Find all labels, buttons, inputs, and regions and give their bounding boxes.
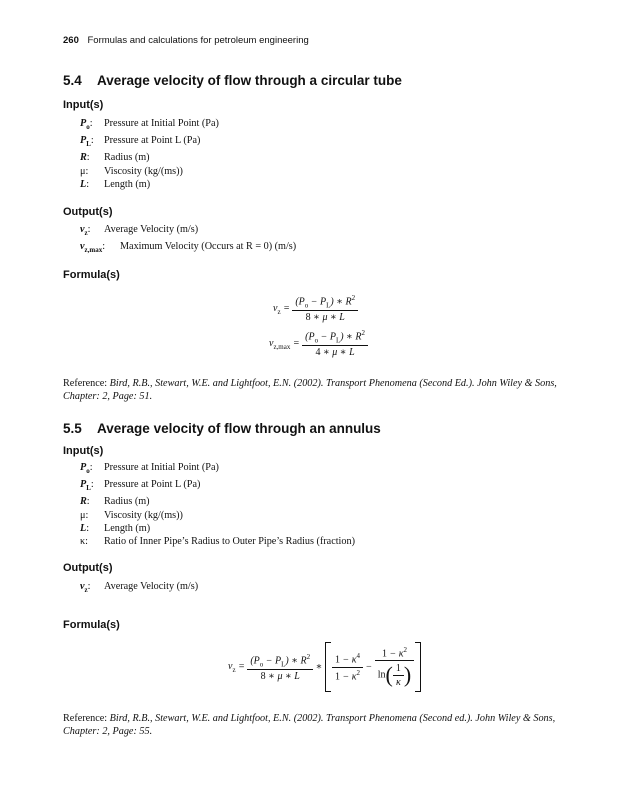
variable-description: Viscosity (kg/(ms)) (104, 165, 183, 177)
variable-description: Pressure at Initial Point (Pa) (104, 118, 219, 129)
section-title: Average velocity of flow through an annulus (97, 421, 381, 436)
variable-row (80, 580, 198, 597)
inputs-heading: Input(s) (63, 445, 104, 457)
eq-fraction: $\frac{(P_o - P_L) ∗ R^2}{4 ∗ \mu ∗ L}$ (302, 329, 368, 358)
section-heading (63, 73, 402, 88)
reference-label: Reference: (63, 378, 110, 389)
section-number: 5.4 (63, 73, 82, 88)
variable-row (80, 461, 355, 478)
variable-description: Radius (m) (104, 496, 150, 508)
eq-lhs: $v_{z,max}$ (269, 337, 291, 351)
running-title: Formulas and calculations for petroleum engineering (87, 35, 309, 46)
variable-description: Average Velocity (m/s) (104, 224, 199, 235)
variable-description: Viscosity (kg/(ms)) (104, 509, 183, 521)
variable-description: Pressure at Point L (Pa) (104, 135, 201, 147)
variable-symbol: μ: (80, 509, 89, 521)
eq-fraction: $\frac{(P_o - P_L) ∗ R^2}{8 ∗ \mu ∗ L}$ (247, 653, 313, 682)
variable-symbol: $P_o$: (80, 118, 93, 132)
variable-description: Average Velocity (m/s) (104, 581, 199, 592)
variable-symbol: μ: (80, 165, 89, 177)
variable-symbol: $v_z$: (80, 224, 91, 238)
variable-symbol: $v_z$: (80, 581, 91, 595)
reference-text: Bird, R.B., Stewart, W.E. and Lightfoot, E.N. (2002). Transport Phenomena (Second ed.). John Wiley & Sons, Chapter: 2, Page: 55. (63, 713, 556, 738)
outputs-heading: Output(s) (63, 562, 113, 574)
inputs-heading: Input(s) (63, 99, 104, 111)
eq-bracket: $\frac{1 - \kappa^4}{1 - \kappa^2}$ − $1 - \kappa^2$ ln( $\frac{1}{\kappa}$ ) (325, 642, 421, 692)
reference (63, 377, 573, 404)
variable-description: Pressure at Point L (Pa) (104, 479, 201, 491)
eq-fraction: $\frac{(P_o - P_L) ∗ R^2}{8 ∗ \mu ∗ L}$ (292, 294, 358, 323)
section-number: 5.5 (63, 421, 82, 436)
eq-lhs: $v_z$ (228, 661, 236, 675)
variable-description: Ratio of Inner Pipe’s Radius to Outer Pipe’s Radius (fraction) (104, 536, 355, 548)
inputs-list (80, 117, 219, 191)
variable-description: Radius (m) (104, 152, 150, 164)
variable-row (80, 495, 355, 508)
variable-row (80, 165, 219, 178)
reference-label: Reference: (63, 713, 110, 724)
reference-text: Bird, R.B., Stewart, W.E. and Lightfoot, E.N. (2002). Transport Phenomena (Second Ed.). John Wiley & Sons, Chapter: 2, Page: 51. (63, 378, 557, 403)
variable-row (80, 240, 296, 257)
eq-fraction-ln: $1 - \kappa^2$ ln( $\frac{1}{\kappa}$ ) (375, 646, 414, 688)
variable-description: Maximum Velocity (Occurs at R = 0) (m/s) (120, 241, 297, 253)
formulas-heading: Formula(s) (63, 269, 120, 281)
variable-row (80, 223, 296, 240)
variable-description: Length (m) (104, 178, 151, 190)
variable-description: Length (m) (104, 522, 151, 534)
outputs-list (80, 223, 296, 257)
section-title: Average velocity of flow through a circular tube (97, 73, 402, 88)
equation-average-velocity: $v_z$ = $\frac{(P_o - P_L) ∗ R^2}{8 ∗ \mu ∗ L}$ (273, 294, 358, 323)
eq-lhs: $v_z$ (273, 302, 281, 316)
variable-symbol: L: (80, 522, 90, 534)
variable-description: Pressure at Initial Point (Pa) (104, 462, 219, 473)
variable-symbol: $P_o$: (80, 462, 93, 476)
variable-row (80, 178, 219, 191)
page-number: 260 (63, 35, 79, 46)
variable-row (80, 478, 355, 495)
equation-max-velocity: $v_{z,max}$ = $\frac{(P_o - P_L) ∗ R^2}{4 ∗ \mu ∗ L}$ (269, 329, 368, 358)
eq-fraction-kappa4: $\frac{1 - \kappa^4}{1 - \kappa^2}$ (332, 652, 363, 682)
variable-symbol: R: (80, 496, 90, 508)
equation-annulus-velocity: $v_z$ = $\frac{(P_o - P_L) ∗ R^2}{8 ∗ \mu ∗ L}$ ∗ $\frac{1 - \kappa^4}{1 - \kappa^2}$ − $1 - \kappa^2$ ln( $\frac{1}{\kappa}$ ) (228, 642, 421, 692)
outputs-list (80, 580, 198, 597)
formulas-heading: Formula(s) (63, 619, 120, 631)
variable-symbol: κ: (80, 536, 88, 548)
variable-row (80, 151, 219, 164)
variable-row (80, 117, 219, 134)
running-header (63, 35, 309, 46)
inputs-list (80, 461, 355, 548)
variable-symbol: L: (80, 178, 90, 190)
variable-row (80, 509, 355, 522)
variable-row (80, 522, 355, 535)
variable-symbol: R: (80, 152, 90, 164)
variable-row (80, 134, 219, 151)
variable-symbol: $v_{z,max}$: (80, 241, 106, 255)
variable-symbol: $P_L$: (80, 479, 94, 493)
variable-symbol: $P_L$: (80, 135, 94, 149)
variable-row (80, 535, 355, 548)
section-heading (63, 421, 381, 436)
reference (63, 712, 573, 739)
outputs-heading: Output(s) (63, 206, 113, 218)
